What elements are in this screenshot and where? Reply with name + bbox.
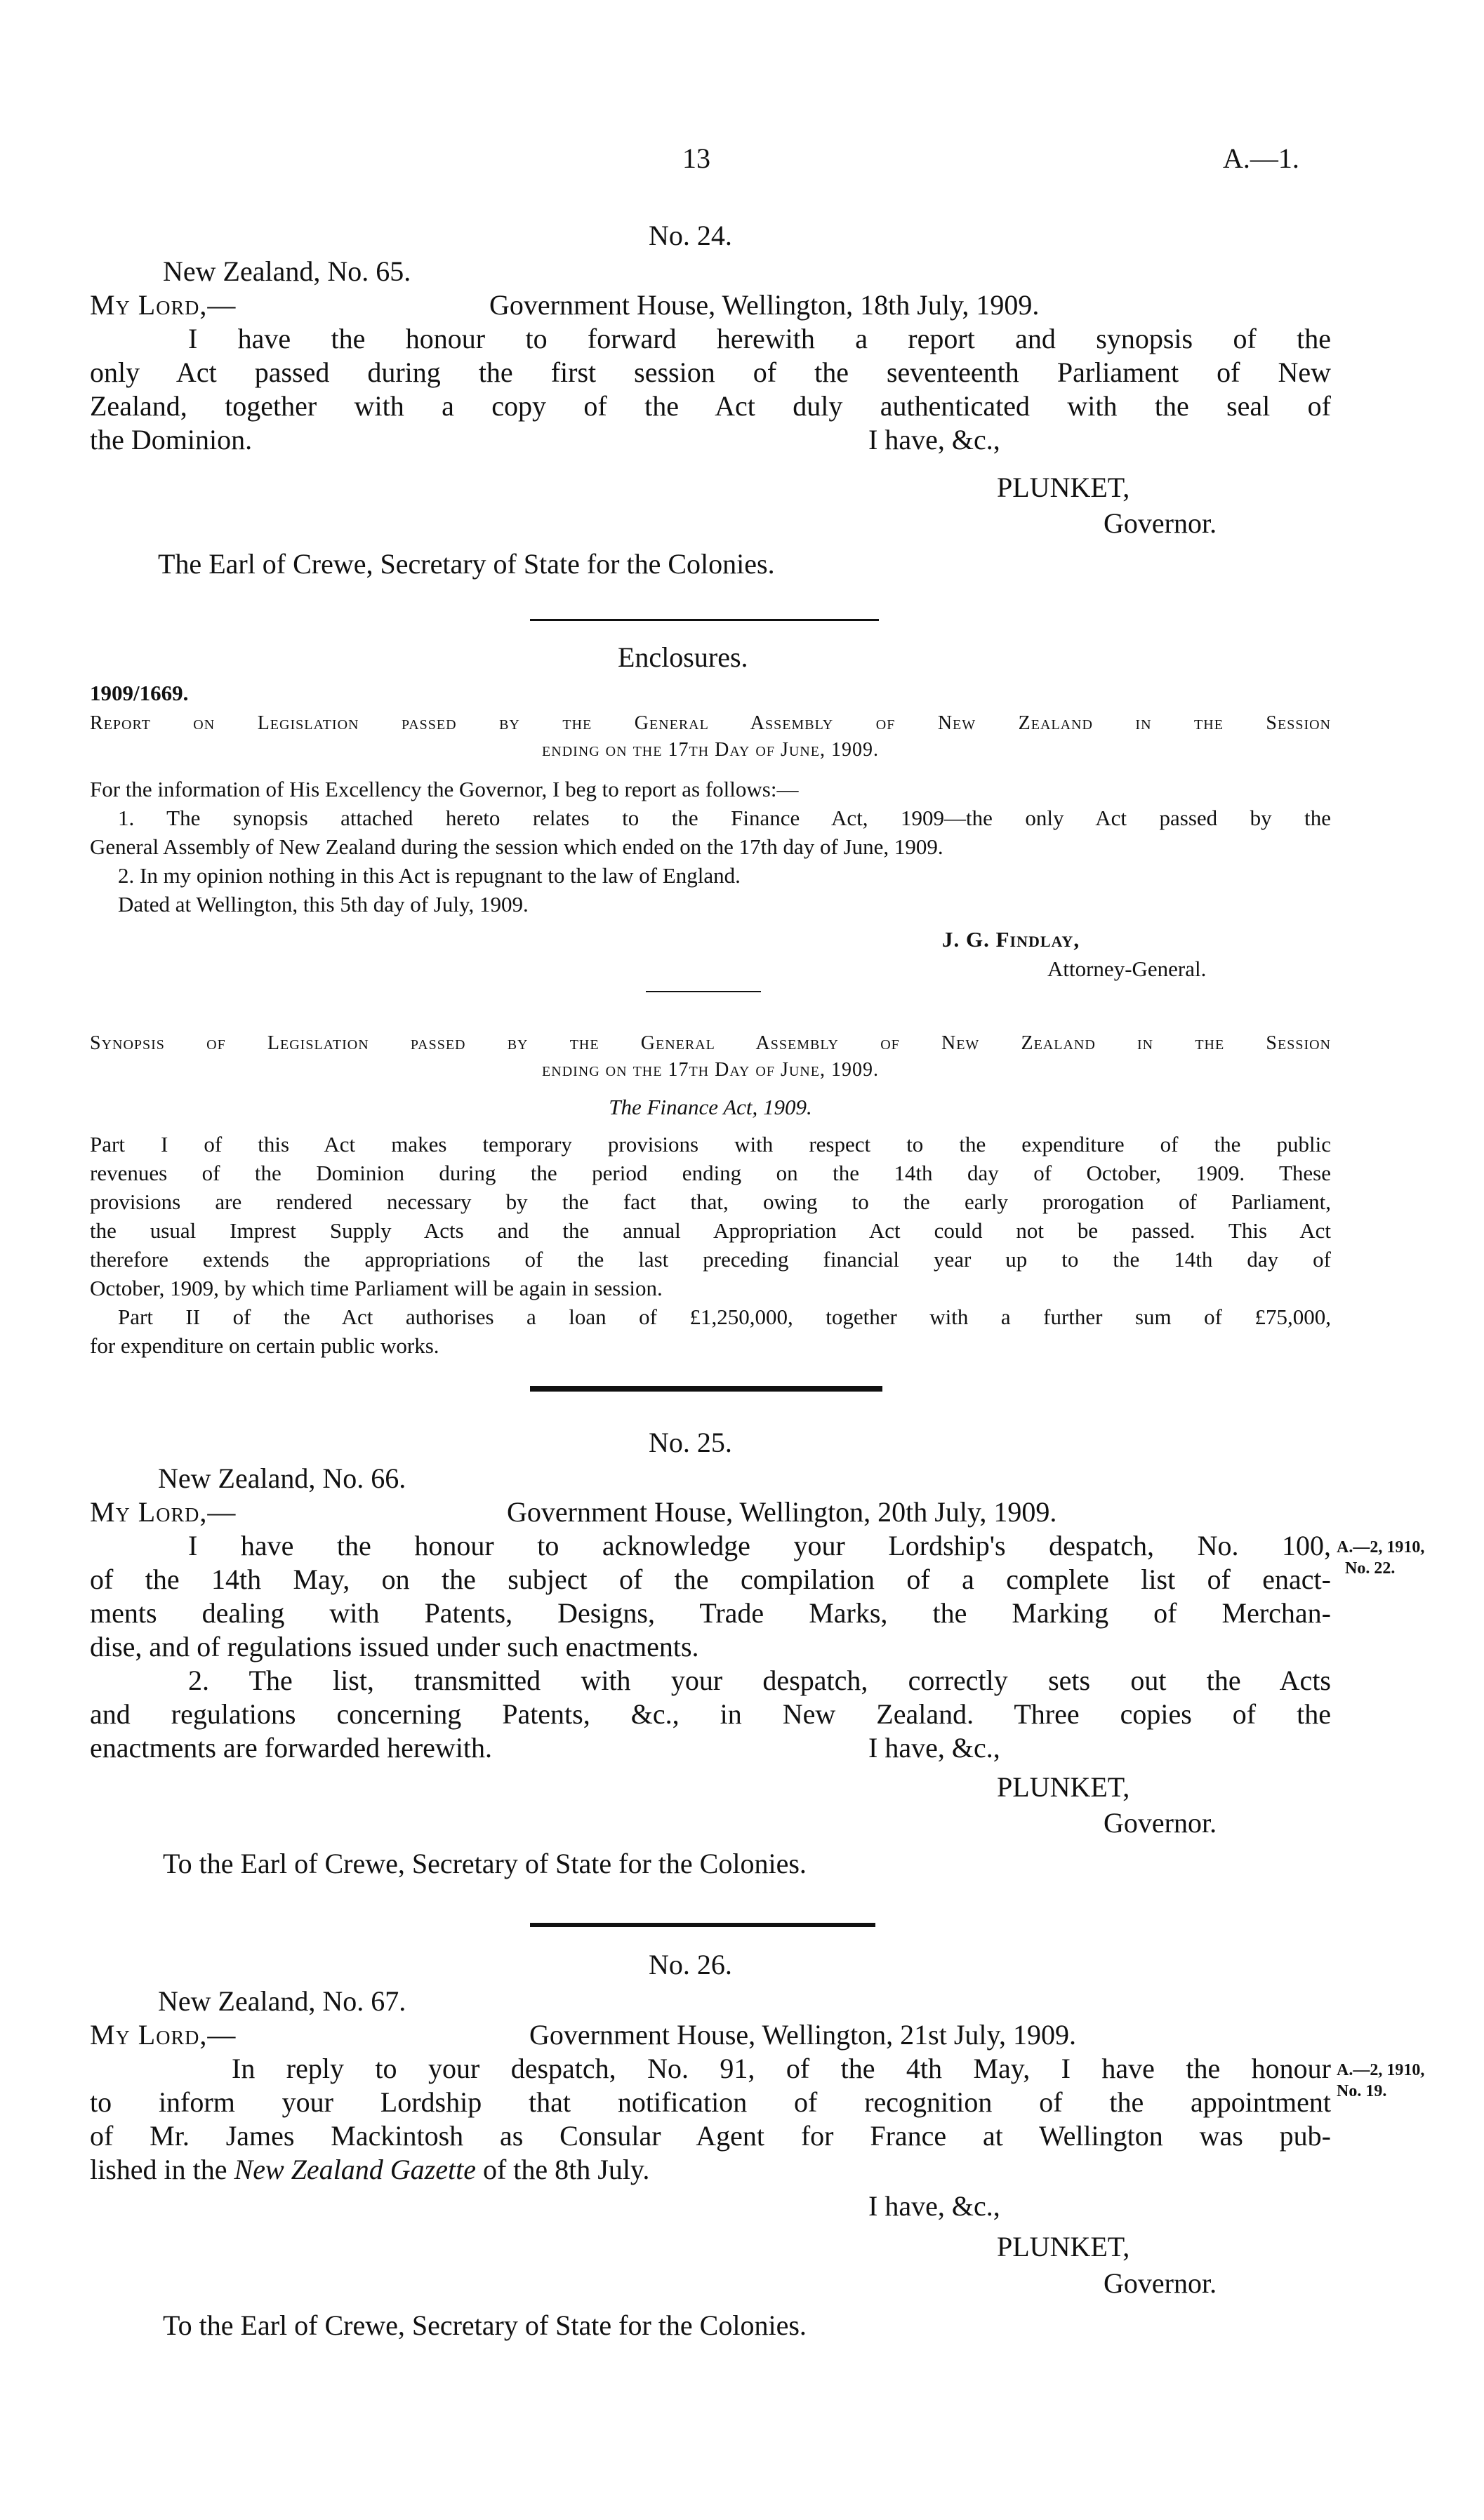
margin-reference: A.—2, 1910, [1337,2061,1425,2079]
despatch-number: No. 26. [649,1949,732,1980]
signatory-title: Governor. [1104,507,1217,539]
body-line: dise, and of regulations issued under such enactments. [90,1631,699,1662]
body-line [90,2153,649,2187]
signature: PLUNKET, [997,1771,1130,1803]
margin-reference: No. 19. [1337,2082,1387,2100]
closing: I have, &c., [868,1732,1000,1764]
report-line: For the information of His Excellency the Governor, I beg to report as follows:— [90,777,799,801]
file-reference: 1909/1669. [90,681,189,705]
body-line: of Mr. James Mackintosh as Consular Agent for France at Wellington was pub- [90,2120,1331,2152]
signature: PLUNKET, [997,472,1130,503]
divider [646,991,761,992]
report-line: Dated at Wellington, this 5th day of July, 1909. [118,892,529,916]
body-text: lished in the [90,2154,234,2185]
synopsis-line: revenues of the Dominion during the period ending on the 14th day of October, 1909. These [90,1161,1331,1185]
synopsis-line: for expenditure on certain public works. [90,1333,439,1358]
divider [530,1386,882,1392]
despatch-reference: New Zealand, No. 65. [163,255,411,287]
report-line: General Assembly of New Zealand during the session which ended on the 17th day of June, 1909. [90,834,943,859]
gazette-title: New Zealand Gazette [234,2154,476,2185]
report-line: 1. The synopsis attached hereto relates to the Finance Act, 1909—the only Act passed by the [118,806,1331,830]
addressee: The Earl of Crewe, Secretary of State for the Colonies. [158,548,775,580]
body-line: I have the honour to forward herewith a report and synopsis of the [188,323,1331,354]
body-line: ments dealing with Patents, Designs, Trade Marks, the Marking of Merchan- [90,1597,1331,1629]
salutation: My Lord,— [90,289,237,321]
body-line: 2. The list, transmitted with your despatch, correctly sets out the Acts [188,1665,1331,1696]
report-signatory-title: Attorney-General. [1047,956,1207,981]
synopsis-line: Part I of this Act makes temporary provisions with respect to the expenditure of the public [90,1132,1331,1156]
body-line: Zealand, together with a copy of the Act duly authenticated with the seal of [90,390,1331,422]
margin-reference: A.—2, 1910, [1337,1538,1425,1556]
body-line: the Dominion. [90,424,253,455]
body-line: only Act passed during the first session of the seventeenth Parliament of New [90,356,1331,388]
body-line: of the 14th May, on the subject of the compilation of a complete list of enact- [90,1564,1331,1595]
body-line: enactments are forwarded herewith. [90,1732,493,1764]
salutation: My Lord,— [90,1496,237,1528]
body-line: to inform your Lordship that notification of recognition of the appointment [90,2086,1331,2118]
despatch-number: No. 25. [649,1427,732,1458]
report-title-continued: ending on the 17th Day of June, 1909. [542,739,879,761]
body-line: In reply to your despatch, No. 91, of the 4th May, I have the honour [232,2053,1331,2084]
signature: PLUNKET, [997,2231,1130,2262]
closing: I have, &c., [868,2190,1000,2222]
margin-reference: No. 22. [1345,1559,1396,1578]
report-title: Report on Legislation passed by the General Assembly of New Zealand in the Session [90,712,1331,734]
place-date: Government House, Wellington, 18th July, 1909. [489,289,1040,321]
despatch-reference: New Zealand, No. 66. [158,1462,406,1494]
despatch-reference: New Zealand, No. 67. [158,1985,406,2017]
synopsis-line: Part II of the Act authorises a loan of £1,250,000, together with a further sum of £75,000, [118,1305,1331,1329]
body-line: and regulations concerning Patents, &c., in New Zealand. Three copies of the [90,1698,1331,1730]
synopsis-title-continued: ending on the 17th Day of June, 1909. [542,1059,879,1081]
report-line: 2. In my opinion nothing in this Act is repugnant to the law of England. [118,863,741,888]
enclosures-heading: Enclosures. [618,641,748,673]
synopsis-line: therefore extends the appropriations of the last preceding financial year up to the 14th day of [90,1247,1331,1272]
signatory-title: Governor. [1104,1807,1217,1839]
page-number: 13 [682,142,710,174]
synopsis-line: provisions are rendered necessary by the fact that, owing to the early prorogation of Parliament, [90,1189,1331,1214]
divider [530,1923,875,1927]
synopsis-line: October, 1909, by which time Parliament will be again in session. [90,1276,663,1300]
addressee: To the Earl of Crewe, Secretary of State for the Colonies. [163,1848,807,1879]
salutation: My Lord,— [90,2019,237,2051]
body-text: of the 8th July. [475,2154,650,2185]
place-date: Government House, Wellington, 21st July, 1909. [529,2019,1076,2051]
divider [530,619,879,621]
series-reference: A.—1. [1223,142,1299,174]
despatch-number: No. 24. [649,220,732,251]
closing: I have, &c., [868,424,1000,455]
report-signature: J. G. Findlay, [942,927,1080,952]
body-line: I have the honour to acknowledge your Lordship's despatch, No. 100, [188,1530,1331,1561]
synopsis-line: the usual Imprest Supply Acts and the annual Appropriation Act could not be passed. This Act [90,1218,1331,1243]
addressee: To the Earl of Crewe, Secretary of State for the Colonies. [163,2309,807,2341]
synopsis-title: Synopsis of Legislation passed by the General Assembly of New Zealand in the Session [90,1032,1331,1054]
signatory-title: Governor. [1104,2267,1217,2299]
act-title: The Finance Act, 1909. [609,1095,812,1119]
place-date: Government House, Wellington, 20th July, 1909. [507,1496,1057,1528]
